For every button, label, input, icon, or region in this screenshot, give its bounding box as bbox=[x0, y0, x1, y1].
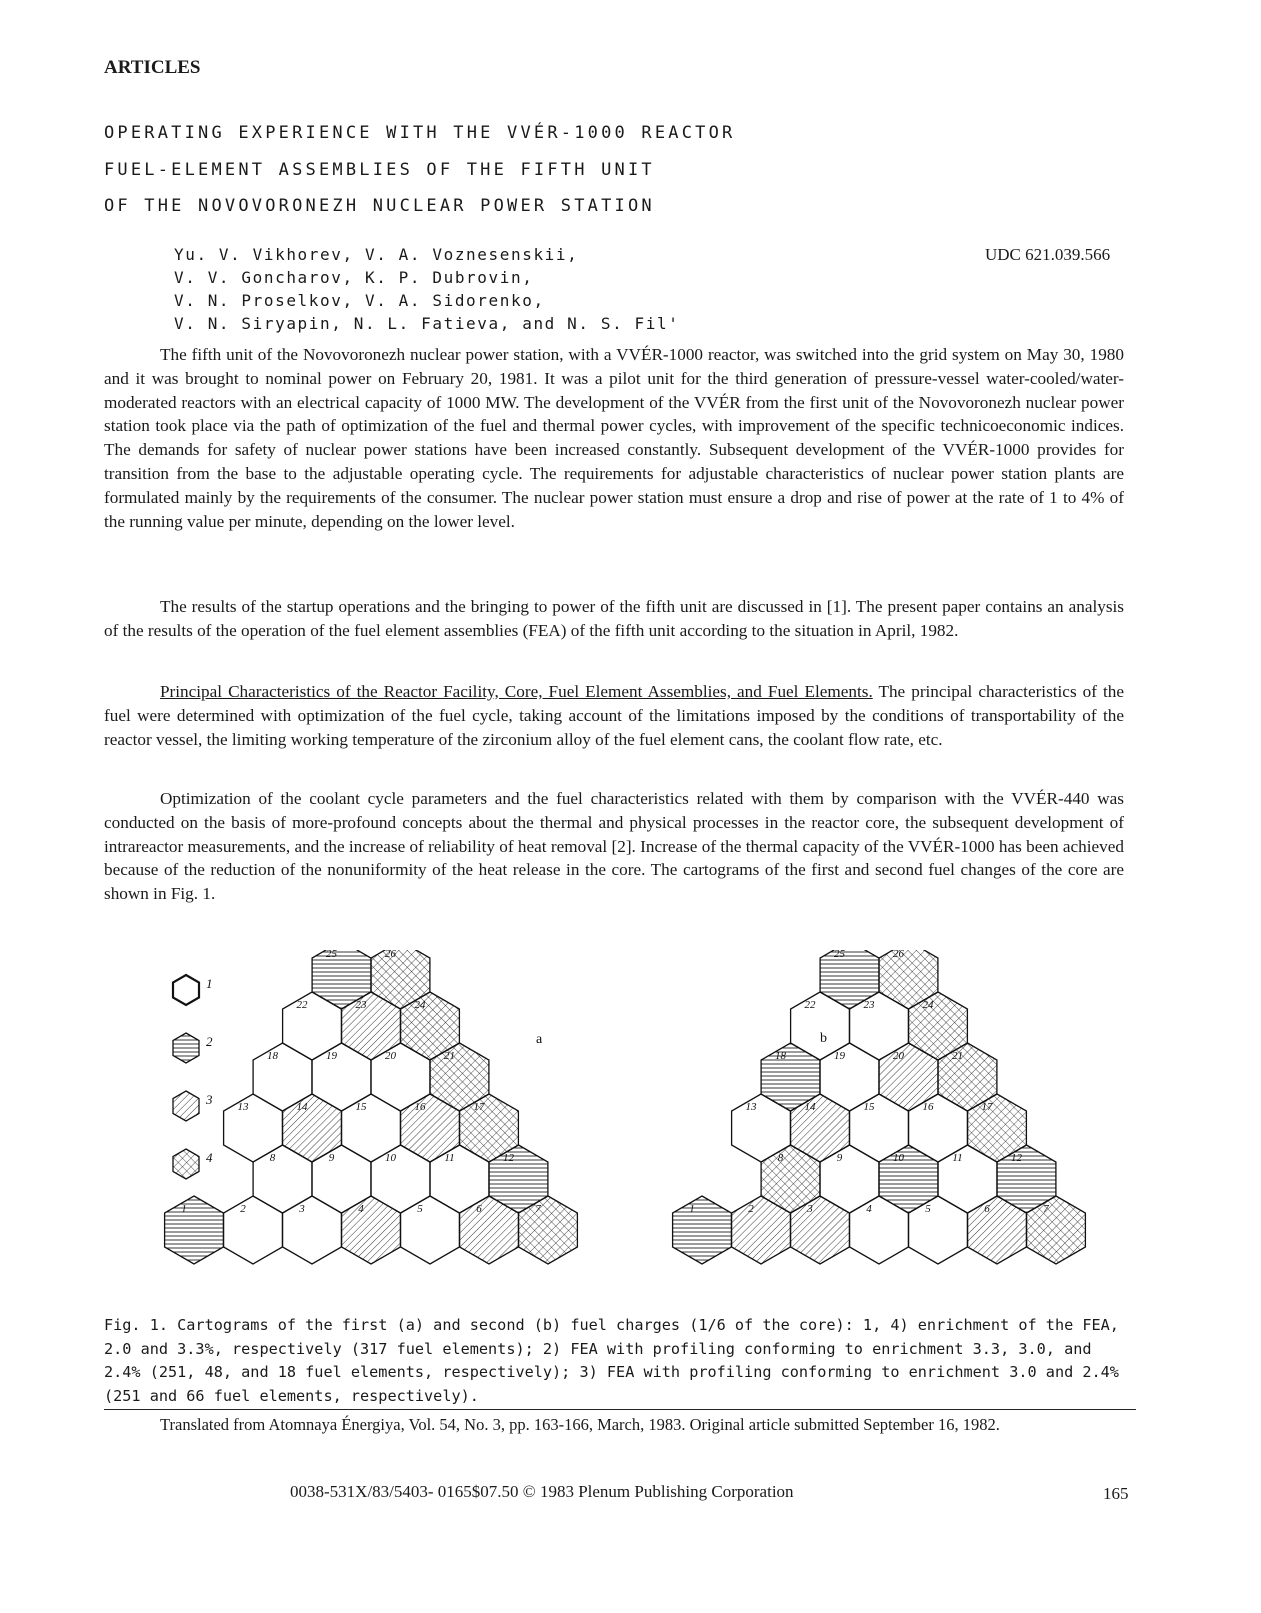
fuel-assembly-number: 10 bbox=[385, 1152, 396, 1164]
fuel-assembly-number: 12 bbox=[503, 1152, 514, 1164]
fuel-assembly-number: 22 bbox=[296, 999, 308, 1011]
panel-b-label: b bbox=[820, 1031, 827, 1046]
fuel-assembly-number: 1 bbox=[689, 1203, 695, 1215]
legend-label: 4 bbox=[206, 1150, 213, 1165]
fuel-assembly-number: 15 bbox=[355, 1101, 367, 1113]
paragraph-optimization: Optimization of the coolant cycle parameters and the fuel characteristics related with them by comparison with the VVÉR-440 was conducted on the basis of more-profound concepts about the thermal and physical processes in the reactor core, the subsequent development of intrareactor measurements, and the increase of reliability of heat removal [2]. Increase of the thermal capacity of the VVÉR-1000 has been achieved because of the reduction of the nonuniformity of the heat release in the core. The cartograms of the first and second fuel changes of the core are shown in Fig. 1. bbox=[104, 789, 1124, 904]
fuel-assembly-number: 3 bbox=[807, 1203, 813, 1215]
fuel-assembly-number: 22 bbox=[804, 999, 816, 1011]
fuel-assembly-1 bbox=[673, 1196, 732, 1264]
legend-swatch-1 bbox=[173, 975, 199, 1005]
fuel-assembly-number: 25 bbox=[834, 950, 845, 960]
fuel-assembly-number: 5 bbox=[417, 1203, 423, 1215]
fuel-assembly-number: 21 bbox=[444, 1050, 455, 1062]
fuel-assembly-number: 7 bbox=[535, 1203, 541, 1215]
fuel-assembly-number: 21 bbox=[952, 1050, 963, 1062]
legend-swatch-4 bbox=[173, 1149, 199, 1179]
fuel-assembly-number: 26 bbox=[893, 950, 904, 960]
fuel-assembly-number: 20 bbox=[385, 1050, 396, 1062]
figure-cartograms bbox=[0, 950, 1261, 1300]
fuel-assembly-number: 11 bbox=[444, 1152, 455, 1164]
panel-a-label: a bbox=[536, 1032, 543, 1047]
figure-legend bbox=[173, 975, 213, 1179]
fuel-assembly-number: 15 bbox=[863, 1101, 875, 1113]
fuel-assembly-number: 4 bbox=[358, 1203, 364, 1215]
fuel-assembly-number: 19 bbox=[834, 1050, 845, 1062]
legend-label: 2 bbox=[206, 1034, 213, 1049]
fuel-assembly-number: 8 bbox=[269, 1152, 276, 1164]
paragraph-characteristics bbox=[104, 680, 1124, 751]
article-title-line-2: FUEL-ELEMENT ASSEMBLIES OF THE FIFTH UNIT bbox=[104, 160, 655, 180]
fuel-assembly-number: 18 bbox=[267, 1050, 278, 1062]
fuel-assembly-number: 13 bbox=[237, 1101, 249, 1113]
fuel-assembly-number: 2 bbox=[240, 1203, 246, 1215]
fuel-assembly-number: 26 bbox=[385, 950, 396, 960]
legend-swatch-3 bbox=[173, 1091, 199, 1121]
translation-note: Translated from Atomnaya Énergiya, Vol. 54, No. 3, pp. 163-166, March, 1983. Original article submitted September 16, 1982. bbox=[160, 1415, 1000, 1434]
author-line-2: V. V. Goncharov, K. P. Dubrovin, bbox=[174, 268, 534, 287]
legend-label: 3 bbox=[206, 1092, 213, 1107]
author-line-3: V. N. Proselkov, V. A. Sidorenko, bbox=[174, 291, 545, 310]
section-heading: Principal Characteristics of the Reactor Facility, Core, Fuel Element Assemblies, and Fuel Elements. bbox=[160, 682, 873, 701]
fuel-assembly-number: 24 bbox=[414, 999, 426, 1011]
fuel-assembly-number: 9 bbox=[328, 1152, 335, 1164]
fuel-assembly-number: 13 bbox=[745, 1101, 757, 1113]
fuel-assembly-number: 7 bbox=[1043, 1203, 1049, 1215]
fuel-assembly-number: 20 bbox=[893, 1050, 904, 1062]
fuel-assembly-number: 6 bbox=[984, 1203, 990, 1215]
fuel-assembly-number: 5 bbox=[925, 1203, 931, 1215]
fuel-assembly-number: 1 bbox=[181, 1203, 187, 1215]
fuel-assembly-number: 23 bbox=[355, 999, 367, 1011]
author-line-4: V. N. Siryapin, N. L. Fatieva, and N. S. Fil' bbox=[174, 314, 680, 333]
cartogram-a bbox=[165, 950, 578, 1264]
article-title-line-1: OPERATING EXPERIENCE WITH THE VVÉR-1000 REACTOR bbox=[104, 123, 736, 143]
fuel-assembly-number: 11 bbox=[952, 1152, 963, 1164]
legend-swatch-2 bbox=[173, 1033, 199, 1063]
fuel-assembly-number: 12 bbox=[1011, 1152, 1022, 1164]
article-title-line-3: OF THE NOVOVORONEZH NUCLEAR POWER STATION bbox=[104, 196, 655, 216]
fuel-assembly-number: 10 bbox=[893, 1152, 904, 1164]
fuel-assembly-number: 17 bbox=[981, 1101, 993, 1113]
udc-code: UDC 621.039.566 bbox=[985, 245, 1111, 264]
fuel-assembly-number: 18 bbox=[775, 1050, 786, 1062]
author-line-1: Yu. V. Vikhorev, V. A. Voznesenskii, bbox=[174, 245, 579, 264]
paragraph-results: The results of the startup operations and the bringing to power of the fifth unit are discussed in [1]. The present paper contains an analysis of the results of the operation of the fuel element assemblies (FEA) of the fifth unit according to the situation in April, 1982. bbox=[104, 597, 1124, 640]
fuel-assembly-number: 14 bbox=[296, 1101, 308, 1113]
fuel-assembly-number: 23 bbox=[863, 999, 875, 1011]
fuel-assembly-number: 8 bbox=[777, 1152, 784, 1164]
footnote-divider bbox=[104, 1409, 1136, 1410]
fuel-assembly-number: 16 bbox=[922, 1101, 934, 1113]
section-label: ARTICLES bbox=[104, 57, 201, 78]
fuel-assembly-number: 14 bbox=[804, 1101, 816, 1113]
fuel-assembly-number: 17 bbox=[473, 1101, 485, 1113]
fuel-assembly-number: 16 bbox=[414, 1101, 426, 1113]
fuel-assembly-number: 19 bbox=[326, 1050, 337, 1062]
fuel-assembly-number: 9 bbox=[836, 1152, 843, 1164]
page-number: 165 bbox=[1103, 1484, 1129, 1503]
paragraph-intro: The fifth unit of the Novovoronezh nuclear power station, with a VVÉR-1000 reactor, was switched into the grid system on May 30, 1980 and it was brought to nominal power on February 20, 1981. It was a pilot unit for the third generation of pressure-vessel water-cooled/water-moderated reactors with an electrical capacity of 1000 MW. The development of the VVÉR from the first unit of the Novovoronezh nuclear power station took place via the path of optimization of the fuel and thermal power cycles, with improvement of the specific technicoeconomic indices. The demands for safety of nuclear power stations have been increased constantly. Subsequent development of the VVÉR-1000 provides for transition from the base to the adjustable operating cycle. The requirements for adjustable characteristics of nuclear power station plants are formulated mainly by the requirements of the consumer. The nuclear power station must ensure a drop and rise of power at the rate of 1 to 4% of the running value per minute, depending on the lower level. bbox=[104, 345, 1124, 531]
figure-caption: Fig. 1. Cartograms of the first (a) and second (b) fuel charges (1/6 of the core): 1, 4) enrichment of the FEA, 2.0 and 3.3%, respectively (317 fuel elements); 2) FEA with profiling conforming to enrichment 3.3, 3.0, and 2.4% (251, 48, and 18 fuel elements, respectively); 3) FEA with profiling conforming to enrichment 3.0 and 2.4% (251 and 66 fuel elements, respectively). bbox=[104, 1316, 1119, 1405]
cartogram-b bbox=[673, 950, 1086, 1264]
fuel-assembly-number: 6 bbox=[476, 1203, 482, 1215]
fuel-assembly-1 bbox=[165, 1196, 224, 1264]
fuel-assembly-number: 4 bbox=[866, 1203, 872, 1215]
fuel-assembly-number: 2 bbox=[748, 1203, 754, 1215]
fuel-assembly-number: 25 bbox=[326, 950, 337, 960]
fuel-assembly-number: 3 bbox=[299, 1203, 305, 1215]
paragraph-characteristics-text: The principal characteristics of the fuel were determined with optimization of the fuel cycle, taking account of the limitations imposed by the conditions of transportability of the reactor vessel, the limiting working temperature of the zirconium alloy of the fuel element cans, the coolant flow rate, etc. bbox=[104, 682, 1125, 749]
fuel-assembly-number: 24 bbox=[922, 999, 934, 1011]
legend-label: 1 bbox=[206, 976, 213, 991]
publication-code: 0038-531X/83/5403- 0165$07.50 © 1983 Plenum Publishing Corporation bbox=[290, 1482, 794, 1501]
